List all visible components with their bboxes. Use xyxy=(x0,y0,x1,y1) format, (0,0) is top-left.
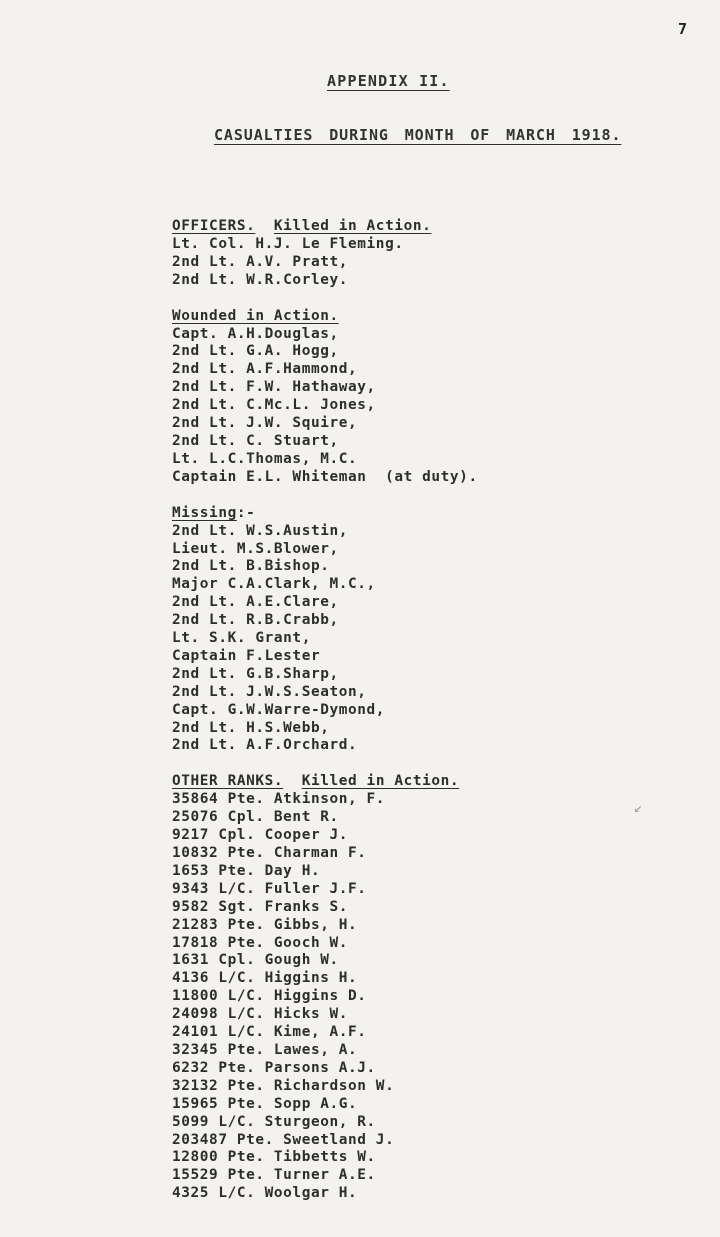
casualty-entry: 203487 Pte. Sweetland J. xyxy=(172,1131,395,1148)
entry-list xyxy=(172,236,478,290)
section-heading xyxy=(172,308,478,326)
casualty-entry: 2nd Lt. C. Stuart, xyxy=(172,432,339,449)
casualty-entry: 1631 Cpl. Gough W. xyxy=(172,952,339,969)
stray-pencil-mark: ↙ xyxy=(634,800,643,816)
section-heading-category: OTHER RANKS. xyxy=(172,773,284,790)
section-wounded xyxy=(172,308,478,487)
section-heading-category: OFFICERS. xyxy=(172,218,256,234)
casualty-entry: 2nd Lt. F.W. Hathaway, xyxy=(172,379,376,396)
casualty-entry: Major C.A.Clark, M.C., xyxy=(172,576,376,593)
casualty-entry: 2nd Lt. A.V. Pratt, xyxy=(172,253,349,270)
casualty-entry: 1653 Pte. Day H. xyxy=(172,862,321,879)
casualty-entry: 17818 Pte. Gooch W. xyxy=(172,934,349,951)
section-heading-category: Wounded in Action. xyxy=(172,307,339,324)
appendix-title: APPENDIX II. xyxy=(327,72,450,90)
casualty-entry: 6232 Pte. Parsons A.J. xyxy=(172,1059,376,1076)
section-heading xyxy=(172,218,478,236)
casualty-entry: 35864 Pte. Atkinson, F. xyxy=(172,791,386,808)
casualty-entry: 9582 Sgt. Franks S. xyxy=(172,898,349,915)
casualty-entry: 15529 Pte. Turner A.E. xyxy=(172,1167,376,1184)
casualty-entry: 12800 Pte. Tibbetts W. xyxy=(172,1149,376,1166)
casualty-entry: 24098 L/C. Hicks W. xyxy=(172,1006,349,1023)
casualty-entry: 2nd Lt. A.F.Hammond, xyxy=(172,361,358,378)
casualty-entry: 2nd Lt. R.B.Crabb, xyxy=(172,612,339,629)
section-heading-suffix: :- xyxy=(236,504,256,521)
casualty-entry: 4136 L/C. Higgins H. xyxy=(172,970,358,987)
section-other-ranks-killed xyxy=(172,773,478,1203)
casualty-entry: 5099 L/C. Sturgeon, R. xyxy=(172,1113,376,1130)
casualty-entry: 32345 Pte. Lawes, A. xyxy=(172,1041,358,1058)
entry-list xyxy=(172,326,478,487)
casualty-entry: 4325 L/C. Woolgar H. xyxy=(172,1185,358,1202)
casualty-entry: 2nd Lt. G.B.Sharp, xyxy=(172,665,339,682)
casualty-entry: 2nd Lt. A.E.Clare, xyxy=(172,594,339,611)
entry-list xyxy=(172,523,478,756)
casualty-entry: 2nd Lt. B.Bishop. xyxy=(172,558,330,575)
casualty-entry: Lt. S.K. Grant, xyxy=(172,630,311,647)
casualty-entry: 2nd Lt. W.R.Corley. xyxy=(172,271,349,288)
casualty-entry: Capt. G.W.Warre-Dymond, xyxy=(172,701,386,718)
casualty-entry: 15965 Pte. Sopp A.G. xyxy=(172,1095,358,1112)
section-heading xyxy=(172,505,478,523)
casualty-entry: Captain E.L. Whiteman (at duty). xyxy=(172,468,478,485)
casualty-entry: Lt. Col. H.J. Le Fleming. xyxy=(172,235,404,252)
section-heading-category: Missing xyxy=(172,504,237,521)
casualty-entry: Captain F.Lester xyxy=(172,647,321,664)
section-missing xyxy=(172,505,478,756)
section-heading xyxy=(172,773,478,791)
casualty-entry: 11800 L/C. Higgins D. xyxy=(172,988,367,1005)
casualty-entry: 2nd Lt. C.Mc.L. Jones, xyxy=(172,397,376,414)
section-officers-killed xyxy=(172,218,478,290)
casualty-entry: 32132 Pte. Richardson W. xyxy=(172,1077,395,1094)
casualty-entry: 2nd Lt. G.A. Hogg, xyxy=(172,343,339,360)
casualty-entry: Lieut. M.S.Blower, xyxy=(172,540,339,557)
casualty-list xyxy=(172,218,478,1221)
casualty-entry: 24101 L/C. Kime, A.F. xyxy=(172,1024,367,1041)
casualty-entry: 2nd Lt. H.S.Webb, xyxy=(172,719,330,736)
casualty-entry: 21283 Pte. Gibbs, H. xyxy=(172,916,358,933)
entry-list xyxy=(172,791,478,1203)
casualty-entry: 25076 Cpl. Bent R. xyxy=(172,809,339,826)
casualty-entry: 2nd Lt. J.W. Squire, xyxy=(172,415,358,432)
casualty-entry: Capt. A.H.Douglas, xyxy=(172,325,339,342)
casualties-subtitle: CASUALTIES DURING MONTH OF MARCH 1918. xyxy=(214,126,622,144)
section-heading-status: Killed in Action. xyxy=(301,773,460,790)
casualty-entry: 2nd Lt. W.S.Austin, xyxy=(172,522,349,539)
page-number: 7 xyxy=(678,20,688,38)
casualty-entry: Lt. L.C.Thomas, M.C. xyxy=(172,450,358,467)
casualty-entry: 9217 Cpl. Cooper J. xyxy=(172,827,349,844)
casualty-entry: 2nd Lt. J.W.S.Seaton, xyxy=(172,683,367,700)
casualty-entry: 9343 L/C. Fuller J.F. xyxy=(172,880,367,897)
casualty-entry: 2nd Lt. A.F.Orchard. xyxy=(172,737,358,754)
casualty-entry: 10832 Pte. Charman F. xyxy=(172,845,367,861)
section-heading-status: Killed in Action. xyxy=(273,218,432,234)
